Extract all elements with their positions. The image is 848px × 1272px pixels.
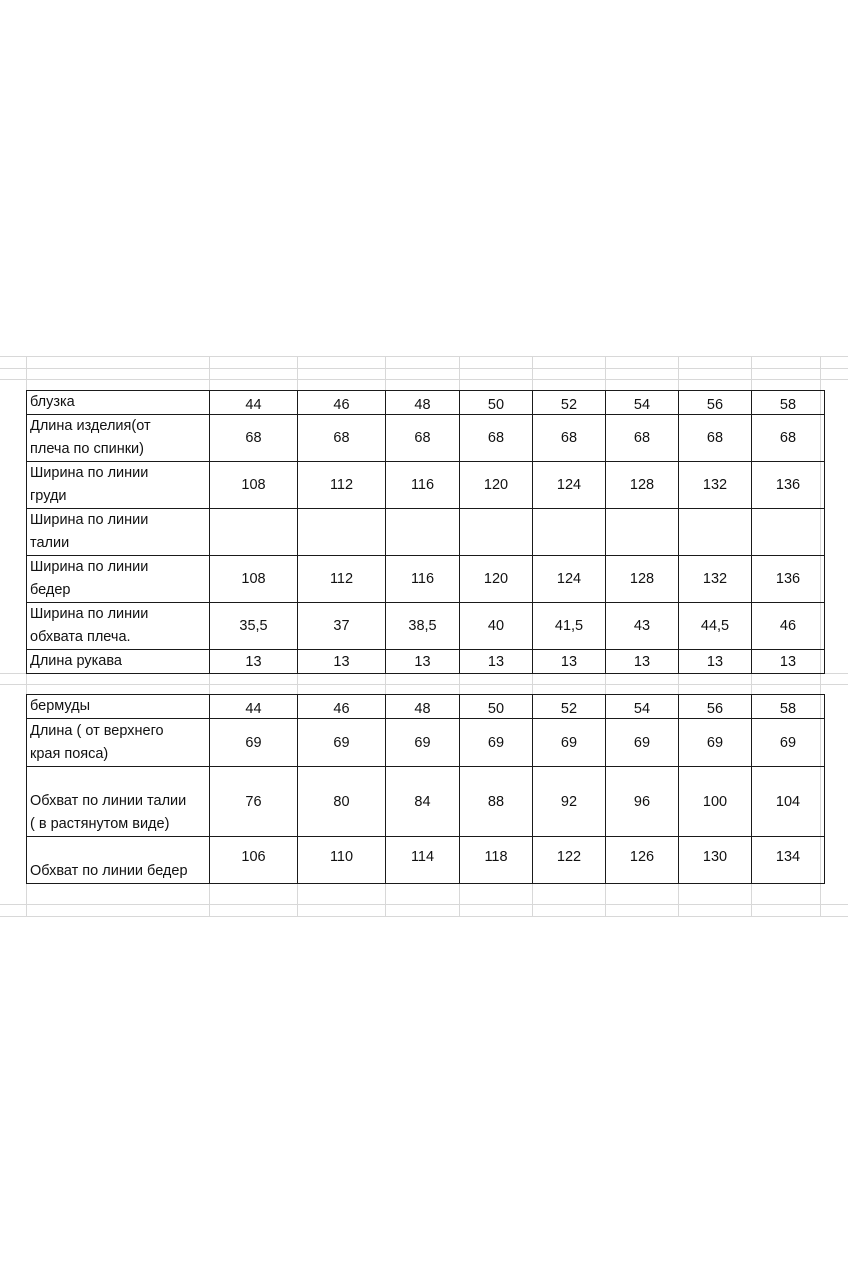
size-header-cell: 56: [679, 391, 752, 415]
value-cell: 69: [752, 719, 825, 767]
value-cell: 37: [298, 603, 386, 650]
value-cell: [460, 509, 533, 556]
row-label-line: талии: [30, 535, 70, 551]
value-cell: 106: [210, 837, 298, 884]
blouse-measurement-row: [27, 650, 825, 674]
value-cell: 130: [679, 837, 752, 884]
value-cell: 13: [679, 650, 752, 674]
row-label-line: Ширина по линии: [30, 465, 149, 481]
row-label-cell: [27, 767, 210, 837]
value-cell: [533, 509, 606, 556]
row-label-line: Обхват по линии талии: [30, 793, 187, 809]
row-label-line: плеча по спинки): [30, 441, 144, 457]
value-cell: 68: [298, 415, 386, 462]
row-label-cell: [27, 837, 210, 884]
value-cell: 13: [386, 650, 460, 674]
value-cell: 120: [460, 556, 533, 603]
blouse-header-label: блузка: [27, 391, 210, 415]
bermuda-measurement-row: [27, 767, 825, 837]
value-cell: 96: [606, 767, 679, 837]
value-cell: 126: [606, 837, 679, 884]
row-label-line: бедер: [30, 582, 71, 598]
size-header-cell: 48: [386, 391, 460, 415]
value-cell: 116: [386, 462, 460, 509]
value-cell: 128: [606, 462, 679, 509]
value-cell: 69: [606, 719, 679, 767]
row-label-line: [30, 767, 209, 790]
value-cell: [679, 509, 752, 556]
row-label-cell: [27, 509, 210, 556]
blouse-measurement-row: [27, 509, 825, 556]
value-cell: 110: [298, 837, 386, 884]
value-cell: 92: [533, 767, 606, 837]
size-header-cell: 52: [533, 695, 606, 719]
value-cell: [386, 509, 460, 556]
value-cell: 134: [752, 837, 825, 884]
bermuda-header-label: бермуды: [27, 695, 210, 719]
value-cell: 69: [533, 719, 606, 767]
value-cell: 69: [210, 719, 298, 767]
value-cell: 88: [460, 767, 533, 837]
value-cell: [752, 509, 825, 556]
value-cell: 13: [606, 650, 679, 674]
row-label-line: ( в растянутом виде): [30, 816, 170, 832]
value-cell: 136: [752, 556, 825, 603]
row-label-line: Ширина по линии: [30, 559, 149, 575]
value-cell: 13: [460, 650, 533, 674]
value-cell: 136: [752, 462, 825, 509]
size-header-cell: 44: [210, 695, 298, 719]
value-cell: 132: [679, 556, 752, 603]
value-cell: 132: [679, 462, 752, 509]
value-cell: 108: [210, 462, 298, 509]
size-header-cell: 58: [752, 391, 825, 415]
row-label-cell: [27, 650, 210, 674]
value-cell: 69: [460, 719, 533, 767]
blouse-measurement-row: [27, 415, 825, 462]
row-label-line: Ширина по линии: [30, 512, 149, 528]
blouse-measurement-row: [27, 556, 825, 603]
value-cell: 76: [210, 767, 298, 837]
value-cell: 35,5: [210, 603, 298, 650]
blouse-measurement-row: [27, 603, 825, 650]
value-cell: [298, 509, 386, 556]
size-header-cell: 44: [210, 391, 298, 415]
row-label-line: Ширина по линии: [30, 606, 149, 622]
size-header-cell: 54: [606, 391, 679, 415]
row-label-line: [30, 837, 209, 860]
value-cell: 100: [679, 767, 752, 837]
value-cell: 120: [460, 462, 533, 509]
value-cell: [606, 509, 679, 556]
size-header-cell: 46: [298, 695, 386, 719]
row-label-cell: [27, 603, 210, 650]
value-cell: 69: [386, 719, 460, 767]
bermuda-measurement-row: [27, 837, 825, 884]
size-header-cell: 48: [386, 695, 460, 719]
value-cell: 68: [460, 415, 533, 462]
row-label-cell: [27, 719, 210, 767]
row-label-line: Длина рукава: [30, 653, 122, 669]
bermuda-size-table: [26, 694, 825, 884]
value-cell: 43: [606, 603, 679, 650]
value-cell: 114: [386, 837, 460, 884]
value-cell: 108: [210, 556, 298, 603]
size-header-cell: 46: [298, 391, 386, 415]
value-cell: 13: [752, 650, 825, 674]
row-label-line: края пояса): [30, 745, 109, 762]
blouse-measurement-row: [27, 462, 825, 509]
value-cell: 128: [606, 556, 679, 603]
value-cell: 68: [533, 415, 606, 462]
size-header-cell: 52: [533, 391, 606, 415]
row-label-line: груди: [30, 488, 67, 504]
value-cell: [210, 509, 298, 556]
value-cell: 112: [298, 556, 386, 603]
value-cell: 46: [752, 603, 825, 650]
row-label-cell: [27, 415, 210, 462]
value-cell: 68: [752, 415, 825, 462]
value-cell: 68: [386, 415, 460, 462]
value-cell: 112: [298, 462, 386, 509]
value-cell: 13: [210, 650, 298, 674]
size-header-cell: 50: [460, 695, 533, 719]
value-cell: 68: [606, 415, 679, 462]
value-cell: 84: [386, 767, 460, 837]
value-cell: 69: [679, 719, 752, 767]
size-header-cell: 50: [460, 391, 533, 415]
row-label-cell: [27, 462, 210, 509]
size-header-cell: 58: [752, 695, 825, 719]
value-cell: 124: [533, 462, 606, 509]
size-header-cell: 54: [606, 695, 679, 719]
row-label-line: Обхват по линии бедер: [30, 863, 188, 879]
value-cell: 122: [533, 837, 606, 884]
bermuda-header-row: [27, 695, 825, 719]
value-cell: 118: [460, 837, 533, 884]
blouse-header-row: [27, 391, 825, 415]
value-cell: 80: [298, 767, 386, 837]
row-label-cell: [27, 556, 210, 603]
value-cell: 68: [679, 415, 752, 462]
value-cell: 41,5: [533, 603, 606, 650]
value-cell: 13: [533, 650, 606, 674]
size-header-cell: 56: [679, 695, 752, 719]
value-cell: 13: [298, 650, 386, 674]
value-cell: 40: [460, 603, 533, 650]
row-label-line: Длина изделия(от: [30, 418, 151, 434]
value-cell: 44,5: [679, 603, 752, 650]
row-label-line: Длина ( от верхнего: [30, 722, 164, 739]
row-label-line: обхвата плеча.: [30, 629, 131, 645]
value-cell: 104: [752, 767, 825, 837]
value-cell: 68: [210, 415, 298, 462]
blouse-size-table: [26, 390, 825, 674]
value-cell: 69: [298, 719, 386, 767]
bermuda-measurement-row: [27, 719, 825, 767]
value-cell: 38,5: [386, 603, 460, 650]
value-cell: 116: [386, 556, 460, 603]
value-cell: 124: [533, 556, 606, 603]
